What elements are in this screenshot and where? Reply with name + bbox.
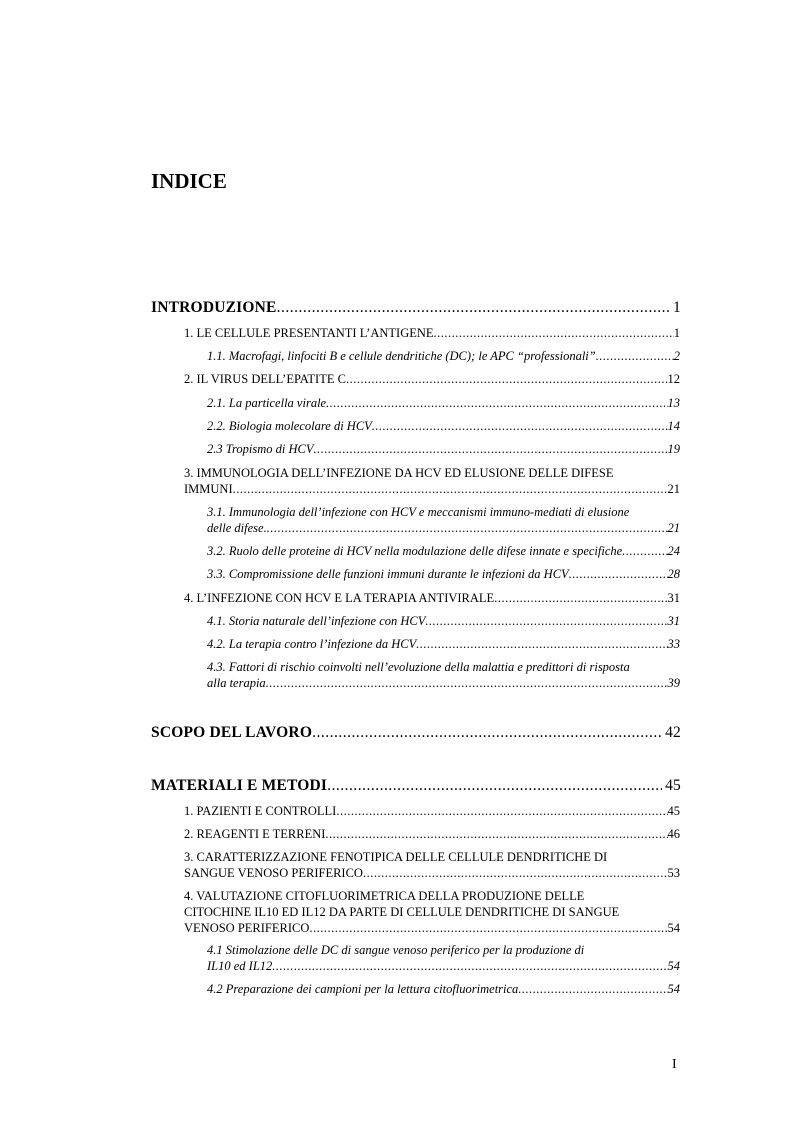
toc-entry-title: 4.1 Stimolazione delle DC di sangue venoso periferico per la produzione di xyxy=(207,943,585,957)
toc-entry-title: 3.1. Immunologia dell’infezione con HCV e meccanismi immuno-mediati di elusione xyxy=(207,505,630,519)
toc-entry-scopo[interactable] xyxy=(151,724,681,742)
toc-entry-title: 3. CARATTERIZZAZIONE FENOTIPICA DELLE CELLULE DENDRITICHE DI xyxy=(184,850,608,864)
toc-entry[interactable] xyxy=(207,637,680,652)
toc-leader-dots xyxy=(327,777,662,795)
toc-entry-title-continued: delle difese. xyxy=(207,521,267,535)
toc-entry[interactable] xyxy=(207,614,680,629)
toc-entry-page: 53 xyxy=(667,866,680,880)
toc-leader-dots xyxy=(233,482,668,497)
toc-leader-dots xyxy=(622,544,667,559)
toc-entry-title-continued: alla terapia xyxy=(207,676,266,690)
toc-entry[interactable] xyxy=(207,660,680,691)
toc-leader-dots xyxy=(267,521,668,536)
toc-entry-title-continued: CITOCHINE IL10 ED IL12 DA PARTE DI CELLULE DENDRITICHE DI SANGUE xyxy=(184,905,620,919)
toc-entry-introduzione[interactable] xyxy=(151,299,681,317)
toc-entry-title: 4.3. Fattori di rischio coinvolti nell’evoluzione della malattia e predittori di risposta xyxy=(207,660,630,674)
toc-entry-materiali[interactable] xyxy=(151,777,681,795)
toc-entry-page: 14 xyxy=(667,419,680,433)
toc-entry-title: 2. REAGENTI E TERRENI xyxy=(184,827,326,841)
toc-entry[interactable] xyxy=(207,396,680,411)
toc-leader-dots xyxy=(309,921,667,936)
toc-leader-dots xyxy=(372,419,668,434)
toc-leader-dots xyxy=(346,372,668,387)
toc-entry[interactable] xyxy=(207,419,680,434)
toc-entry-page: 54 xyxy=(667,921,680,935)
toc-entry-title: 4.1. Storia naturale dell’infezione con HCV xyxy=(207,614,426,628)
toc-entry[interactable] xyxy=(207,567,680,582)
toc-leader-dots xyxy=(596,349,674,364)
toc-entry-page: 13 xyxy=(667,396,680,410)
toc-entry[interactable] xyxy=(184,850,680,881)
toc-entry[interactable] xyxy=(184,827,680,842)
toc-entry-title: MATERIALI E METODI xyxy=(151,777,328,794)
toc-leader-dots xyxy=(416,637,667,652)
toc-entry-title: 4. L’INFEZIONE CON HCV E LA TERAPIA ANTIVIRALE xyxy=(184,591,495,605)
toc-entry-title: 3.3. Compromissione delle funzioni immuni durante le infezioni da HCV xyxy=(207,567,569,581)
toc-entry-page: 54 xyxy=(667,959,680,973)
toc-entry[interactable] xyxy=(184,466,680,497)
toc-entry-title-continued: IL10 ed IL12 xyxy=(207,959,273,973)
toc-leader-dots xyxy=(277,299,670,317)
toc-entry-title-continued: VENOSO PERIFERICO xyxy=(184,921,310,935)
toc-leader-dots xyxy=(314,442,668,457)
toc-entry[interactable] xyxy=(184,889,680,936)
toc-entry[interactable] xyxy=(207,943,680,974)
toc-leader-dots xyxy=(494,591,667,606)
toc-entry-title: SCOPO DEL LAVORO xyxy=(151,724,313,741)
toc-entry-page: 1 xyxy=(673,326,680,340)
toc-leader-dots xyxy=(434,326,674,341)
page-number: I xyxy=(672,1057,677,1072)
toc-entry-page: 39 xyxy=(667,676,680,690)
toc-entry-page: 45 xyxy=(665,777,681,794)
toc-entry-page: 12 xyxy=(667,372,680,386)
page-title: INDICE xyxy=(151,169,227,193)
toc-entry-page: 33 xyxy=(667,637,680,651)
toc-entry-title: 3.2. Ruolo delle proteine di HCV nella modulazione delle difese innate e specifiche xyxy=(207,544,623,558)
toc-entry-page: 24 xyxy=(667,544,680,558)
toc-entry-page: 28 xyxy=(667,567,680,581)
toc-leader-dots xyxy=(312,724,662,742)
toc-entry[interactable] xyxy=(207,544,680,559)
toc-entry-title: 2.1. La particella virale xyxy=(207,396,327,410)
toc-leader-dots xyxy=(326,396,667,411)
toc-entry-title: 1.1. Macrofagi, linfociti B e cellule dendritiche (DC); le APC “professionali” xyxy=(207,349,596,363)
toc-entry[interactable] xyxy=(184,804,680,819)
toc-entry-page: 21 xyxy=(667,482,680,496)
toc-leader-dots xyxy=(336,804,667,819)
toc-entry[interactable] xyxy=(184,372,680,387)
toc-entry-page: 45 xyxy=(667,804,680,818)
toc-entry[interactable] xyxy=(184,326,680,341)
toc-entry[interactable] xyxy=(207,349,680,364)
toc-leader-dots xyxy=(272,959,667,974)
toc-entry-page: 21 xyxy=(667,521,680,535)
toc-entry-title-continued: SANGUE VENOSO PERIFERICO xyxy=(184,866,363,880)
toc-entry[interactable] xyxy=(184,591,680,606)
toc-entry-title: 2. IL VIRUS DELL’EPATITE C xyxy=(184,372,346,386)
toc-leader-dots xyxy=(363,866,668,881)
toc-entry-title: 4. VALUTAZIONE CITOFLUORIMETRICA DELLA PRODUZIONE DELLE xyxy=(184,889,585,903)
toc-leader-dots xyxy=(266,676,668,691)
toc-entry-title: 1. PAZIENTI E CONTROLLI xyxy=(184,804,337,818)
toc-entry-title: 4.2. La terapia contro l’infezione da HCV xyxy=(207,637,417,651)
toc-leader-dots xyxy=(569,567,668,582)
toc-entry-page: 31 xyxy=(667,614,680,628)
toc-entry-title: 3. IMMUNOLOGIA DELL’INFEZIONE DA HCV ED ELUSIONE DELLE DIFESE xyxy=(184,466,614,480)
toc-entry-title: 2.3 Tropismo di HCV xyxy=(207,442,314,456)
toc-entry-page: 31 xyxy=(667,591,680,605)
toc-entry[interactable] xyxy=(207,505,680,536)
toc-entry-title: 2.2. Biologia molecolare di HCV xyxy=(207,419,372,433)
toc-leader-dots xyxy=(425,614,667,629)
toc-entry-title: INTRODUZIONE xyxy=(151,299,277,316)
toc-entry[interactable] xyxy=(207,442,680,457)
toc-entry-title: 1. LE CELLULE PRESENTANTI L’ANTIGENE xyxy=(184,326,434,340)
toc-entry-page: 1 xyxy=(673,299,681,316)
toc-leader-dots xyxy=(325,827,667,842)
toc-entry-title-continued: IMMUNI xyxy=(184,482,233,496)
toc-entry-title: 4.2 Preparazione dei campioni per la lettura citofluorimetrica xyxy=(207,982,519,996)
toc-entry-page: 46 xyxy=(667,827,680,841)
toc-entry[interactable] xyxy=(207,982,680,997)
toc-entry-page: 42 xyxy=(665,724,681,741)
toc-entry-page: 2 xyxy=(673,349,680,363)
toc-entry-page: 54 xyxy=(667,982,680,996)
toc-leader-dots xyxy=(518,982,667,997)
toc-entry-page: 19 xyxy=(667,442,680,456)
